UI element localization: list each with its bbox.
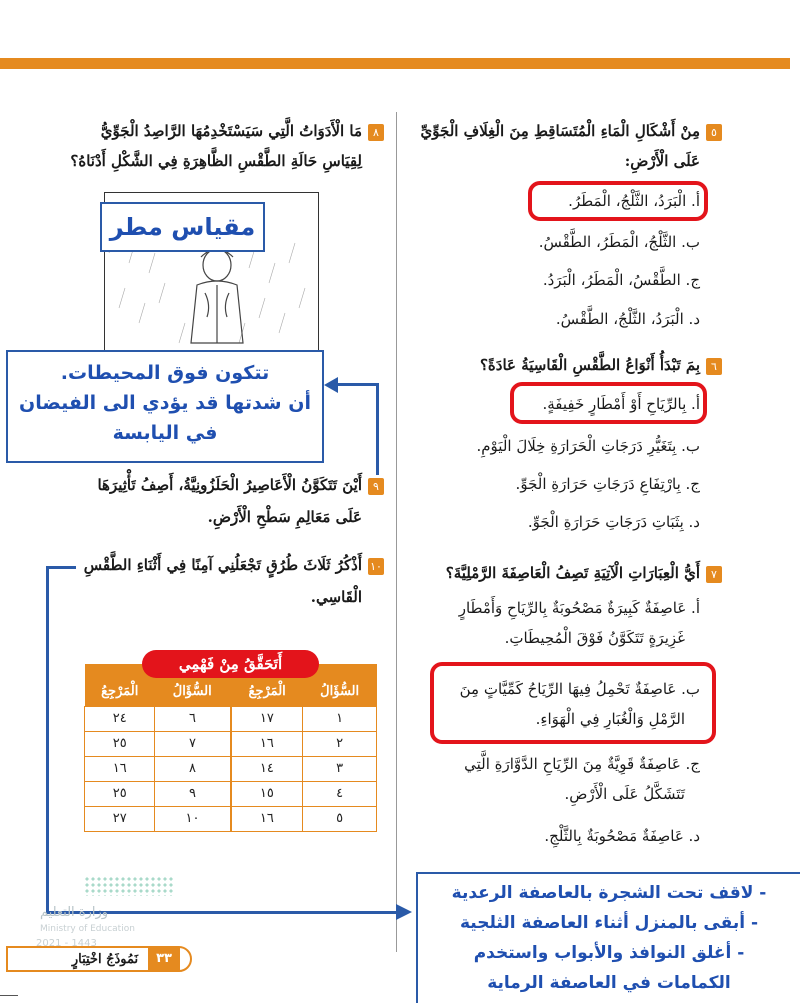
answer-q9-line1: تتكون فوق المحيطات. bbox=[60, 362, 270, 384]
question-8 bbox=[46, 116, 384, 146]
option-q7-a-cont: غَزِيرَةٍ تَتَكَوَّنُ فَوْقَ الْمُحِيطَاتِ. bbox=[504, 629, 685, 647]
question-number: ٨ bbox=[368, 124, 384, 141]
footer-rule bbox=[0, 995, 18, 996]
option-q5-d[interactable]: د. الْبَرَدُ، الثَّلْجُ، الطَّقْسُ. bbox=[555, 310, 700, 328]
question-6 bbox=[420, 350, 722, 380]
table-cell: ٧ bbox=[155, 731, 231, 756]
answer-box-q9 bbox=[6, 350, 324, 463]
question-10-line2: الْقَاسِي. bbox=[310, 588, 362, 606]
option-q6-d[interactable]: د. بِثَبَاتِ دَرَجَاتِ حَرَارَةِ الْجَوِّ. bbox=[527, 513, 700, 531]
col-question: السُّؤَالُ bbox=[303, 664, 377, 706]
table-cell: ١٦ bbox=[231, 806, 303, 831]
question-5-line2: عَلَى الْأَرْضِ: bbox=[624, 152, 700, 170]
table-row bbox=[85, 731, 377, 756]
option-q5-b[interactable]: ب. الثَّلْجُ، الْمَطَرُ، الطَّقْسُ. bbox=[538, 233, 700, 251]
option-q7-c-cont: تَتَشَكَّلُ عَلَى الْأَرْضِ. bbox=[564, 785, 685, 803]
answer-q9-line3: في اليابسة bbox=[112, 422, 218, 444]
question-10 bbox=[46, 550, 384, 580]
question-number: ٧ bbox=[706, 566, 722, 583]
col-reference: الْمَرْجِعُ bbox=[231, 664, 303, 706]
option-q7-b-cont: الرَّمْلِ وَالْغُبَارِ فِي الْهَوَاءِ. bbox=[535, 710, 685, 728]
table-title: أَتَحَقَّقُ مِنْ فَهْمِي bbox=[142, 650, 319, 678]
ministry-watermark: وزارة التعليم bbox=[40, 905, 109, 920]
question-number: ١٠ bbox=[368, 558, 384, 575]
self-check-table bbox=[84, 650, 377, 860]
answer-box-q8 bbox=[100, 202, 265, 252]
table-cell: ٢ bbox=[303, 731, 377, 756]
table-cell: ١٦ bbox=[231, 731, 303, 756]
answer-q10-line4: الكمامات في العاصفة الرماية bbox=[487, 973, 731, 993]
option-q5-c[interactable]: ج. الطَّقْسُ، الْمَطَرُ، الْبَرَدُ. bbox=[542, 271, 700, 289]
option-q6-b[interactable]: ب. بِتَغَيُّرِ دَرَجَاتِ الْحَرَارَةِ خِلَالَ الْيَوْمِ. bbox=[476, 437, 700, 455]
table-row bbox=[85, 756, 377, 781]
question-7 bbox=[420, 558, 722, 588]
table-cell: ١٦ bbox=[85, 756, 155, 781]
table-row bbox=[85, 706, 377, 731]
answer-q10-line3: - أغلق النوافذ والأبواب واستخدم bbox=[473, 943, 745, 963]
arrow-q9-shaft-v bbox=[376, 383, 379, 475]
arrow-q10-shaft-v bbox=[46, 566, 49, 914]
question-text-line1: أَيْنَ تَتَكَوَّنُ الْأَعَاصِيرُ الْحَلَزُونِيَّةُ، أَصِفُ تَأْثِيرَهَا bbox=[97, 476, 362, 494]
question-text: بِمَ تَبْدَأُ أَنْوَاعُ الطَّقْسِ الْقَاسِيَةُ عَادَةً؟ bbox=[479, 356, 700, 374]
question-9 bbox=[46, 470, 384, 500]
table-cell: ٢٥ bbox=[85, 731, 155, 756]
table-row bbox=[85, 806, 377, 831]
table-cell: ١٠ bbox=[155, 806, 231, 831]
question-9-line2: عَلَى مَعَالِمِ سَطْحِ الْأَرْضِ. bbox=[207, 508, 362, 526]
question-number: ٩ bbox=[368, 478, 384, 495]
header-orange-bar bbox=[0, 58, 790, 69]
option-q7-a[interactable]: أ. عَاصِفَةٌ كَبِيرَةٌ مَصْحُوبَةٌ بِالرِّيَاحِ وَأَمْطَارٍ bbox=[458, 599, 700, 617]
table-cell: ١٥ bbox=[231, 781, 303, 806]
footer-label: نَمُوذَجُ اخْتِبَارٍ bbox=[71, 951, 139, 967]
answer-q9-line2: أن شدتها قد يؤدي الى الفيضان bbox=[19, 392, 311, 414]
question-8-line2: لِقِيَاسِ حَالَةِ الطَّقْسِ الظَّاهِرَةِ فِي الشَّكْلِ أَدْنَاهُ؟ bbox=[70, 152, 362, 170]
table-cell: ٤ bbox=[303, 781, 377, 806]
option-q6-a[interactable]: أ. بِالرِّيَاحِ أَوْ أَمْطَارٍ خَفِيفَةٍ. bbox=[542, 395, 700, 413]
year-watermark: 2021 - 1443 bbox=[36, 938, 97, 949]
question-text-line1: أَذْكُرُ ثَلَاثَ طُرُقٍ تَجْعَلُنِي آمِنًا فِي أَثْنَاءِ الطَّقْسِ bbox=[83, 556, 362, 574]
question-text-line1: مَا الْأَدَوَاتُ الَّتِي سَيَسْتَخْدِمُهَا الرَّاصِدُ الْجَوِّيُّ bbox=[100, 122, 362, 140]
answer-text-q8: مقياس مطر bbox=[109, 213, 256, 241]
table-cell: ٩ bbox=[155, 781, 231, 806]
table-cell: ٨ bbox=[155, 756, 231, 781]
table-cell: ٦ bbox=[155, 706, 231, 731]
option-q5-a[interactable]: أ. الْبَرَدُ، الثَّلْجُ، الْمَطَرُ. bbox=[568, 192, 700, 210]
arrow-q9-head bbox=[324, 377, 338, 393]
column-divider bbox=[396, 112, 397, 952]
table-cell: ١ bbox=[303, 706, 377, 731]
question-text-line1: مِنْ أَشْكَالِ الْمَاءِ الْمُتَسَاقِطِ مِنَ الْغِلَافِ الْجَوِّيِّ bbox=[420, 122, 700, 140]
question-text: أَيُّ الْعِبَارَاتِ الْآتِيَةِ تَصِفُ الْعَاصِفَةَ الرَّمْلِيَّةَ؟ bbox=[445, 564, 700, 582]
table-cell: ٢٧ bbox=[85, 806, 155, 831]
reference-table bbox=[84, 664, 377, 832]
page-number: ٣٣ bbox=[148, 948, 180, 970]
table-cell: ٢٤ bbox=[85, 706, 155, 731]
answer-q10-line1: - لاقف تحت الشجرة بالعاصفة الرعدية bbox=[451, 883, 767, 903]
question-number: ٦ bbox=[706, 358, 722, 375]
question-number: ٥ bbox=[706, 124, 722, 141]
page-footer bbox=[6, 946, 192, 972]
question-5 bbox=[400, 116, 722, 146]
option-q7-c[interactable]: ج. عَاصِفَةٌ قَوِيَّةٌ مِنَ الرِّيَاحِ الدَّوَّارَةِ الَّتِي bbox=[464, 755, 700, 773]
table-cell: ٣ bbox=[303, 756, 377, 781]
table-cell: ٢٥ bbox=[85, 781, 155, 806]
option-q7-d[interactable]: د. عَاصِفَةٌ مَصْحُوبَةٌ بِالثَّلْجِ. bbox=[544, 827, 700, 845]
answer-q10-line2: - أبقى بالمنزل أثناء العاصفة الثلجية bbox=[459, 913, 759, 933]
ministry-watermark-en: Ministry of Education bbox=[40, 924, 135, 934]
ministry-logo-dots bbox=[84, 876, 174, 896]
arrow-q9-shaft-h bbox=[338, 383, 378, 386]
answer-box-q10 bbox=[416, 872, 800, 1003]
arrow-q10-shaft-top bbox=[46, 566, 76, 569]
table-row bbox=[85, 781, 377, 806]
arrow-q10-head bbox=[396, 904, 412, 920]
col-reference: الْمَرْجِعُ bbox=[85, 664, 155, 706]
option-q6-c[interactable]: ج. بِارْتِفَاعِ دَرَجَاتِ حَرَارَةِ الْجَوِّ. bbox=[515, 475, 700, 493]
option-q7-b[interactable]: ب. عَاصِفَةٌ تَحْمِلُ فِيهَا الرِّيَاحُ كَمِّيَّاتٍ مِنَ bbox=[459, 680, 700, 698]
table-cell: ١٤ bbox=[231, 756, 303, 781]
table-cell: ٥ bbox=[303, 806, 377, 831]
table-cell: ١٧ bbox=[231, 706, 303, 731]
col-question: السُّؤَالُ bbox=[155, 664, 231, 706]
